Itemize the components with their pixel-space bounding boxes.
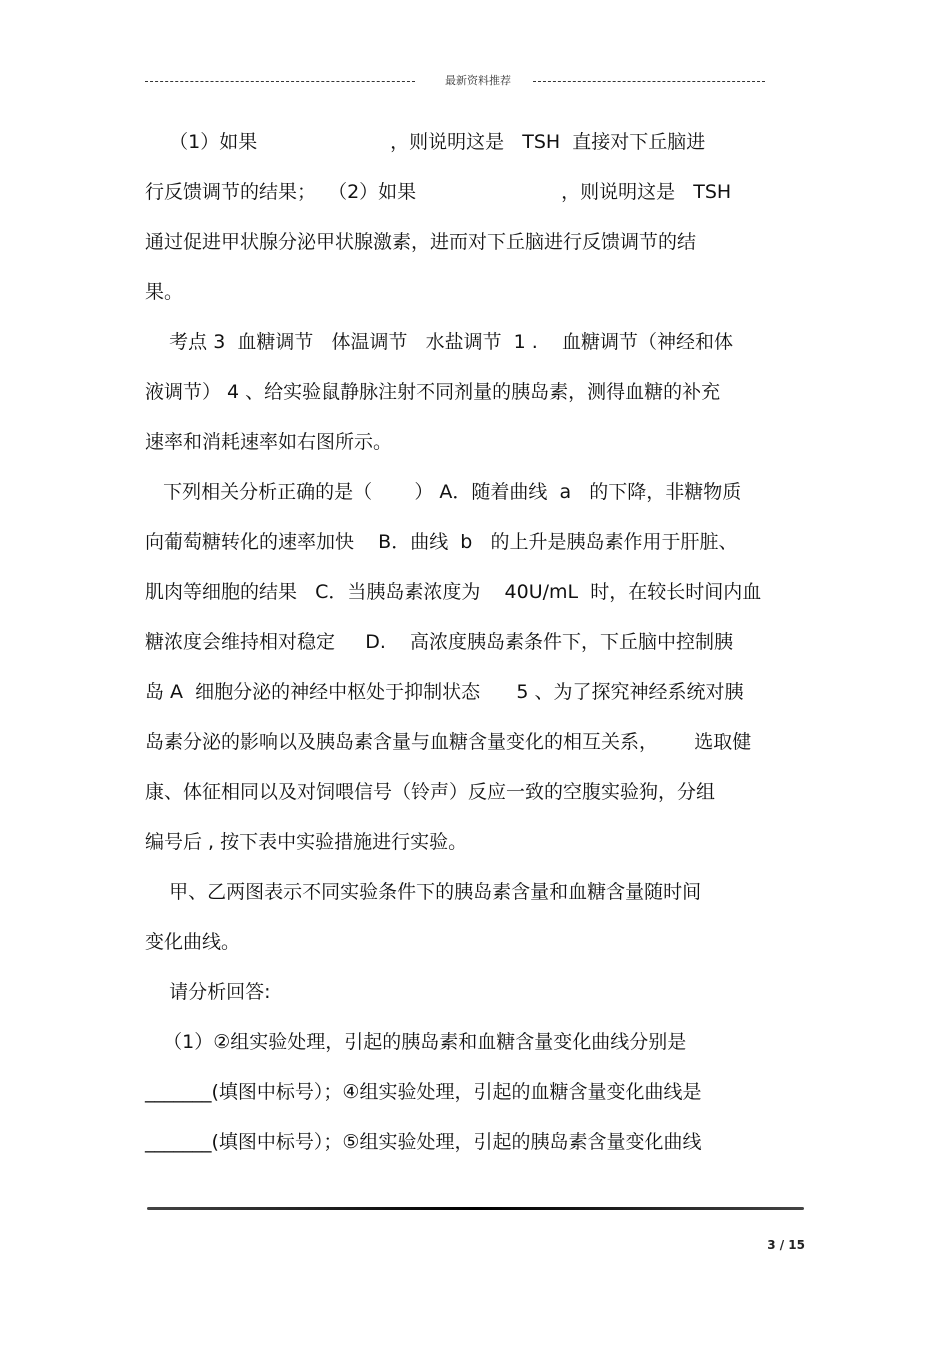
document-body: [145, 120, 815, 1170]
text-line: 肌肉等细胞的结果 C．当胰岛素浓度为 40U/mL 时，在较长时间内血: [145, 581, 762, 603]
text-line: 请分析回答:: [145, 981, 271, 1003]
text-line: 果。: [145, 281, 184, 303]
text-line: 编号后 , 按下表中实验措施进行实验。: [145, 831, 468, 853]
text-line: 岛素分泌的影响以及胰岛素含量与血糖含量变化的相互关系， 选取健: [145, 731, 752, 753]
text-line: 通过促进甲状腺分泌甲状腺激素，进而对下丘脑进行反馈调节的结: [145, 231, 697, 253]
text-line: _______(填图中标号）；⑤组实验处理，引起的胰岛素含量变化曲线: [145, 1131, 702, 1153]
text-line: 甲、乙两图表示不同实验条件下的胰岛素含量和血糖含量随时间: [145, 881, 702, 903]
header-dashed-rule-right: [533, 81, 765, 82]
text-line: 康、体征相同以及对饲喂信号（铃声）反应一致的空腹实验狗，分组: [145, 781, 716, 803]
text-line: （1）②组实验处理，引起的胰岛素和血糖含量变化曲线分别是: [145, 1031, 687, 1053]
footer-rule: [147, 1207, 804, 1210]
text-line: 行反馈调节的结果； （2）如果 ，则说明这是 TSH: [145, 181, 732, 203]
header-dashed-rule-left: [145, 81, 415, 82]
page-number: 3 / 15: [767, 1238, 805, 1252]
text-line: 液调节） 4 、给实验鼠静脉注射不同剂量的胰岛素，测得血糖的补充: [145, 381, 721, 403]
text-line: _______(填图中标号）；④组实验处理，引起的血糖含量变化曲线是: [145, 1081, 702, 1103]
text-line: 速率和消耗速率如右图所示。: [145, 431, 393, 453]
text-line: （1）如果 ，则说明这是 TSH 直接对下丘脑进: [145, 131, 706, 153]
header-title: 最新资料推荐: [445, 74, 511, 87]
text-line: 岛 A 细胞分泌的神经中枢处于抑制状态 5 、为了探究神经系统对胰: [145, 681, 744, 703]
text-line: 向葡萄糖转化的速率加快 B．曲线 b 的上升是胰岛素作用于肝脏、: [145, 531, 738, 553]
text-line: 考点 3 血糖调节 体温调节 水盐调节 1 . 血糖调节（神经和体: [145, 331, 734, 353]
text-line: 下列相关分析正确的是（ ） A．随着曲线 a 的下降，非糖物质: [145, 481, 742, 503]
text-line: 变化曲线。: [145, 931, 241, 953]
page-header: [145, 72, 765, 92]
text-line: 糖浓度会维持相对稳定 D. 高浓度胰岛素条件下，下丘脑中控制胰: [145, 631, 734, 653]
